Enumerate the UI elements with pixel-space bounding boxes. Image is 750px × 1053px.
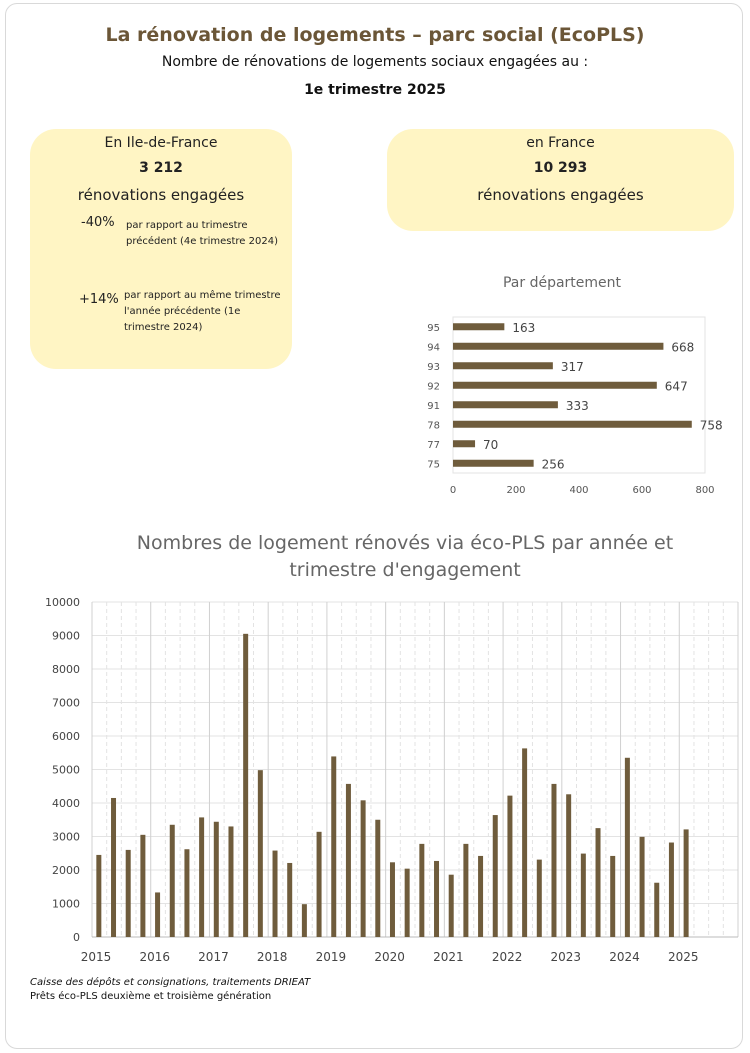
dept-value-label: 256 [541,457,565,472]
dept-category-label: 75 [427,459,440,471]
dept-value-label: 668 [671,340,695,355]
quarterly-year-label: 2020 [374,950,405,964]
dept-category-label: 94 [427,342,440,354]
idf-change1-line2: précédent (4e trimestre 2024) [126,236,278,247]
dept-value-label: 163 [512,320,536,335]
idf-change1-pct: -40% [81,215,115,230]
dept-category-label: 91 [427,400,440,412]
quarterly-y-tick-label: 5000 [52,763,80,777]
quarterly-year-label: 2016 [139,950,171,964]
france-region: en France [526,135,595,151]
dept-category-label: 77 [427,439,440,451]
quarterly-year-label: 2017 [198,950,229,964]
idf-change1-line1: par rapport au trimestre [126,220,248,231]
quarterly-y-tick-label: 4000 [52,797,80,810]
idf-change2-line2: l'année précédente (1e [124,306,241,317]
quarterly-y-tick-label: 3000 [52,830,80,844]
quarterly-year-label: 2025 [667,950,699,964]
dept-category-label: 95 [427,322,440,334]
idf-change2-line1: par rapport au même trimestre [124,290,281,301]
france-label: rénovations engagées [477,186,644,204]
quarterly-y-tick-label: 1000 [52,897,80,911]
dept-category-label: 78 [427,420,440,432]
quarterly-year-label: 2024 [609,950,640,964]
dept-value-label: 758 [699,418,723,433]
dept-x-tick-label: 600 [632,485,652,496]
quarterly-year-label: 2015 [80,950,112,964]
quarterly-y-tick-label: 0 [73,931,80,944]
idf-label: rénovations engagées [77,186,245,204]
quarterly-year-label: 2018 [256,950,288,964]
quarterly-chart-title-line: trimestre d'engagement [289,559,521,581]
france-value: 10 293 [533,160,588,176]
dept-x-tick-label: 800 [695,485,715,496]
quarterly-y-tick-label: 7000 [52,696,80,710]
page-subtitle: Nombre de rénovations de logements sociaux engagées au : [161,54,589,70]
source-line1: Caisse des dépôts et consignations, traitements DRIEAT [30,977,311,988]
dept-category-label: 93 [427,361,440,373]
quarterly-y-tick-label: 9000 [52,629,80,643]
quarterly-year-label: 2022 [491,950,523,964]
dept-x-tick-label: 400 [569,485,589,496]
quarterly-y-tick-label: 8000 [52,663,80,676]
dept-chart-title: Par département [502,275,622,291]
quarterly-year-label: 2023 [550,950,582,964]
dept-value-label: 647 [664,379,688,394]
dept-x-tick-label: 200 [506,485,526,496]
dept-category-label: 92 [427,381,440,393]
idf-card [30,129,292,369]
dept-x-tick-label: 0 [449,485,457,496]
quarterly-y-tick-label: 10000 [45,596,80,609]
quarterly-y-tick-label: 6000 [52,730,80,743]
period-label: 1e trimestre 2025 [304,82,446,98]
dept-value-label: 70 [483,437,499,452]
idf-value: 3 212 [139,160,183,176]
idf-change1-text [126,218,278,250]
page-title: La rénovation de logements – parc social (EcoPLS) [105,24,645,46]
dept-value-label: 317 [560,359,584,374]
idf-change2-pct: +14% [79,292,119,307]
idf-change2-line3: trimestre 2024) [124,322,203,333]
source-note [30,976,310,1004]
idf-region: En Ile-de-France [104,135,218,151]
quarterly-year-label: 2021 [433,950,464,964]
dept-value-label: 333 [565,398,589,413]
idf-change2-text [124,288,281,336]
source-line2: Prêts éco-PLS deuxième et troisième génération [30,991,272,1002]
france-card [387,129,734,231]
quarterly-y-tick-label: 2000 [52,864,80,877]
quarterly-chart-title-line: Nombres de logement rénovés via éco-PLS par année et [136,532,674,554]
quarterly-year-label: 2019 [315,950,347,964]
